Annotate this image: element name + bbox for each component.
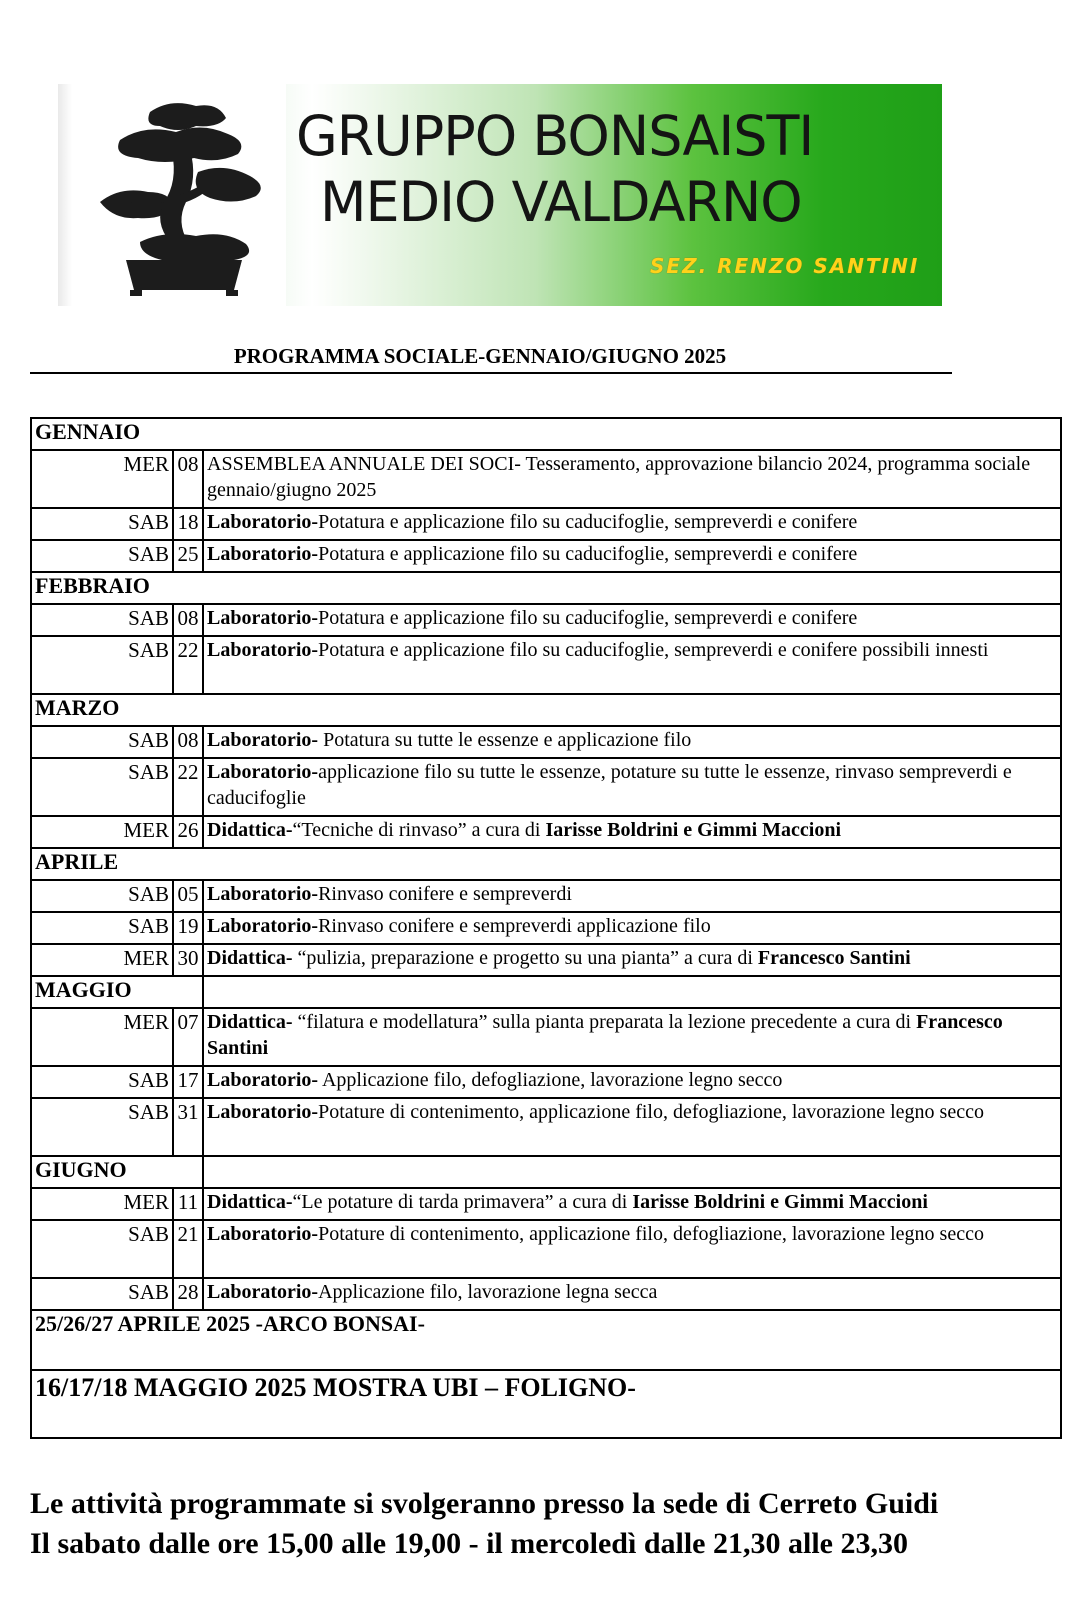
schedule-row — [31, 880, 1061, 912]
activity-cell — [203, 1066, 1061, 1098]
month-name: GIUGNO — [31, 1156, 203, 1188]
date-cell: 30 — [173, 944, 203, 976]
brand-title-line1: GRUPPO BONSAISTI — [296, 104, 814, 168]
activity-type: Laboratorio- — [207, 1281, 319, 1303]
activity-description: Applicazione filo, lavorazione legna secca — [318, 1281, 658, 1303]
weekday-cell: SAB — [31, 726, 173, 758]
activity-description: applicazione filo su tutte le essenze, potature su tutte le essenze, rinvaso sempreverdi e caducifoglie — [207, 761, 1012, 809]
activity-description: Potatura su tutte le essenze e applicazione filo — [318, 729, 692, 751]
date-cell: 07 — [173, 1008, 203, 1066]
month-header-row — [31, 694, 1061, 726]
date-cell: 25 — [173, 540, 203, 572]
weekday-cell: MER — [31, 1188, 173, 1220]
event-row — [31, 1310, 1061, 1370]
date-cell: 08 — [173, 450, 203, 508]
month-name: APRILE — [31, 848, 1061, 880]
footer-hours: Il sabato dalle ore 15,00 alle 19,00 - il mercoledì dalle 21,30 alle 23,30 — [30, 1527, 908, 1560]
activity-cell — [203, 636, 1061, 694]
activity-description: Potature di contenimento, applicazione filo, defogliazione, lavorazione legno secco — [318, 1101, 984, 1123]
event-cell: 16/17/18 MAGGIO 2025 MOSTRA UBI – FOLIGNO- — [31, 1370, 1061, 1438]
activity-cell — [203, 944, 1061, 976]
date-cell: 05 — [173, 880, 203, 912]
brand-subtitle: SEZ. RENZO SANTINI — [650, 254, 920, 278]
activity-description: “Le potature di tarda primavera” a cura di — [292, 1191, 633, 1213]
month-header-row — [31, 418, 1061, 450]
schedule-row — [31, 604, 1061, 636]
date-cell: 11 — [173, 1188, 203, 1220]
activity-type: Laboratorio- — [207, 639, 319, 661]
activity-type: Laboratorio- — [207, 1223, 319, 1245]
weekday-cell: MER — [31, 944, 173, 976]
activity-speaker: Francesco Santini — [757, 947, 911, 969]
month-name: MAGGIO — [31, 976, 203, 1008]
activity-speaker: Francesco Santini — [207, 1011, 1003, 1059]
weekday-cell: SAB — [31, 508, 173, 540]
activity-type: Laboratorio- — [207, 761, 319, 783]
schedule-row — [31, 1066, 1061, 1098]
weekday-cell: SAB — [31, 604, 173, 636]
schedule-row — [31, 1188, 1061, 1220]
date-cell: 08 — [173, 604, 203, 636]
schedule-row — [31, 1008, 1061, 1066]
date-cell: 22 — [173, 758, 203, 816]
bonsai-tree-icon — [80, 92, 280, 300]
event-row — [31, 1370, 1061, 1438]
page-title: PROGRAMMA SOCIALE-GENNAIO/GIUGNO 2025 — [233, 344, 727, 368]
month-name: MARZO — [31, 694, 1061, 726]
weekday-cell: MER — [31, 816, 173, 848]
month-name: GENNAIO — [31, 418, 1061, 450]
activity-cell — [203, 1278, 1061, 1310]
activity-cell — [203, 1220, 1061, 1278]
schedule-row — [31, 540, 1061, 572]
activity-cell — [203, 816, 1061, 848]
schedule-row — [31, 450, 1061, 508]
activity-type: Laboratorio- — [207, 915, 319, 937]
schedule-row — [31, 726, 1061, 758]
event-cell: 25/26/27 APRILE 2025 -ARCO BONSAI- — [31, 1310, 1061, 1370]
weekday-cell: SAB — [31, 540, 173, 572]
date-cell: 21 — [173, 1220, 203, 1278]
activity-description: “pulizia, preparazione e progetto su una pianta” a cura di — [292, 947, 758, 969]
activity-type: Laboratorio- — [207, 543, 319, 565]
activity-cell — [203, 508, 1061, 540]
activity-cell — [203, 540, 1061, 572]
weekday-cell: SAB — [31, 880, 173, 912]
schedule-row — [31, 1278, 1061, 1310]
schedule-row — [31, 1098, 1061, 1156]
date-cell: 17 — [173, 1066, 203, 1098]
activity-type: Didattica- — [207, 947, 293, 969]
date-cell: 31 — [173, 1098, 203, 1156]
activity-cell — [203, 1008, 1061, 1066]
activity-type: Didattica- — [207, 1011, 293, 1033]
weekday-cell: SAB — [31, 1278, 173, 1310]
month-empty-cell — [203, 976, 1061, 1008]
weekday-cell: SAB — [31, 1066, 173, 1098]
activity-cell — [203, 726, 1061, 758]
weekday-cell: MER — [31, 450, 173, 508]
activity-speaker: Iarisse Boldrini e Gimmi Maccioni — [632, 1191, 928, 1213]
footer-location: Le attività programmate si svolgeranno presso la sede di Cerreto Guidi — [30, 1487, 939, 1520]
activity-cell — [203, 1098, 1061, 1156]
activity-cell — [203, 450, 1061, 508]
header-banner — [58, 84, 942, 306]
activity-description: Potatura e applicazione filo su caducifoglie, sempreverdi e conifere — [318, 607, 858, 629]
date-cell: 26 — [173, 816, 203, 848]
activity-cell — [203, 604, 1061, 636]
schedule-row — [31, 1220, 1061, 1278]
activity-speaker: Iarisse Boldrini e Gimmi Maccioni — [545, 819, 841, 841]
activity-type: Laboratorio- — [207, 607, 319, 629]
weekday-cell: SAB — [31, 1098, 173, 1156]
date-cell: 19 — [173, 912, 203, 944]
brand-title-line2: MEDIO VALDARNO — [320, 170, 802, 234]
month-name: FEBBRAIO — [31, 572, 1061, 604]
activity-cell — [203, 1188, 1061, 1220]
footer-note — [30, 1484, 938, 1564]
activity-type: Laboratorio- — [207, 883, 319, 905]
date-cell: 08 — [173, 726, 203, 758]
schedule-row — [31, 816, 1061, 848]
activity-type: Laboratorio- — [207, 511, 319, 533]
activity-type: Laboratorio- — [207, 1101, 319, 1123]
activity-description: Potatura e applicazione filo su caducifoglie, sempreverdi e conifere — [318, 543, 858, 565]
activity-type: Laboratorio- — [207, 729, 319, 751]
schedule-row — [31, 758, 1061, 816]
activity-description: Rinvaso conifere e sempreverdi — [318, 883, 572, 905]
schedule-row — [31, 944, 1061, 976]
activity-description: “filatura e modellatura” sulla pianta preparata la lezione precedente a cura di — [292, 1011, 917, 1033]
month-header-row — [31, 572, 1061, 604]
activity-type: Didattica- — [207, 819, 293, 841]
activity-description: Applicazione filo, defogliazione, lavorazione legno secco — [318, 1069, 783, 1091]
activity-description: Potatura e applicazione filo su caducifoglie, sempreverdi e conifere — [318, 511, 858, 533]
activity-description: Rinvaso conifere e sempreverdi applicazione filo — [318, 915, 711, 937]
weekday-cell: SAB — [31, 912, 173, 944]
activity-type: Didattica- — [207, 1191, 293, 1213]
activity-description: Potatura e applicazione filo su caducifoglie, sempreverdi e conifere possibili innesti — [318, 639, 989, 661]
schedule-row — [31, 912, 1061, 944]
date-cell: 22 — [173, 636, 203, 694]
weekday-cell: SAB — [31, 1220, 173, 1278]
title-underline — [30, 372, 952, 374]
activity-type: Laboratorio- — [207, 1069, 319, 1091]
schedule-row — [31, 636, 1061, 694]
month-header-row — [31, 848, 1061, 880]
month-header-row — [31, 1156, 1061, 1188]
schedule-table — [30, 417, 1062, 1439]
weekday-cell: SAB — [31, 636, 173, 694]
activity-cell — [203, 912, 1061, 944]
activity-cell — [203, 758, 1061, 816]
date-cell: 28 — [173, 1278, 203, 1310]
month-empty-cell — [203, 1156, 1061, 1188]
activity-description: ASSEMBLEA ANNUALE DEI SOCI- Tesseramento, approvazione bilancio 2024, programma sociale gennaio/giugno 2025 — [207, 453, 1031, 501]
activity-cell — [203, 880, 1061, 912]
schedule-row — [31, 508, 1061, 540]
activity-description: Potature di contenimento, applicazione filo, defogliazione, lavorazione legno secco — [318, 1223, 984, 1245]
activity-description: “Tecniche di rinvaso” a cura di — [292, 819, 546, 841]
weekday-cell: MER — [31, 1008, 173, 1066]
month-header-row — [31, 976, 1061, 1008]
date-cell: 18 — [173, 508, 203, 540]
weekday-cell: SAB — [31, 758, 173, 816]
